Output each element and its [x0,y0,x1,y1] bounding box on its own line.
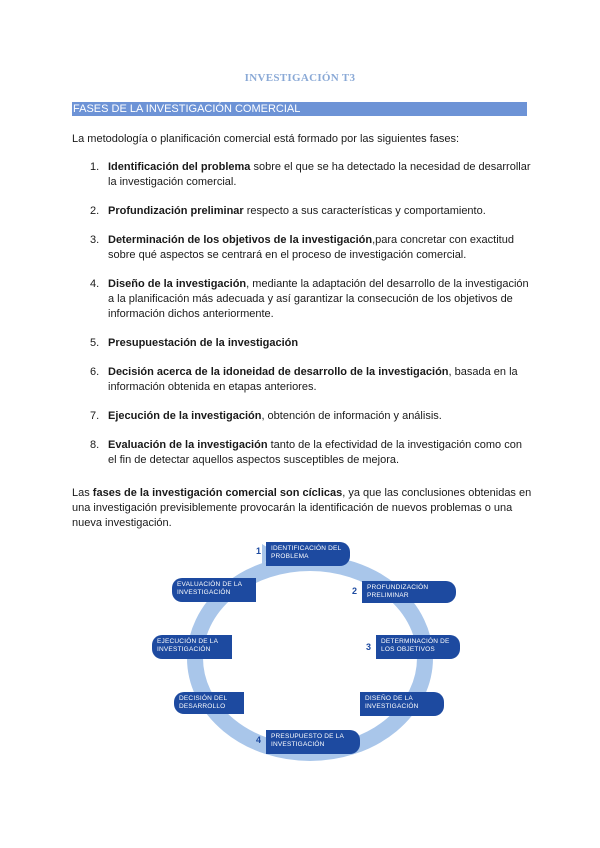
phase-box-identificacion: IDENTIFICACIÓN DEL PROBLEMA [266,542,350,566]
item-number: 5. [90,337,100,349]
item-bold: Ejecución de la investigación [108,410,262,422]
item-bold: Profundización preliminar [108,205,244,217]
step-number: 3 [366,642,372,652]
document-title: INVESTIGACIÓN T3 [244,72,356,84]
item-number: 7. [90,410,100,422]
cycle-diagram [150,538,470,768]
step-number: 4 [256,735,262,745]
closing-paragraph [72,486,532,531]
item-number: 3. [90,234,100,246]
item-number: 6. [90,366,100,378]
list-item [72,204,532,219]
item-text: , basada en la información obtenida en etapas anteriores. [108,366,518,393]
item-number: 2. [90,205,100,217]
step-number: 2 [352,586,358,596]
list-item [72,277,532,322]
phase-box-evaluacion: EVALUACIÓN DE LA INVESTIGACIÓN [172,578,256,602]
item-number: 1. [90,161,100,173]
intro-paragraph: La metodología o planificación comercial está formado por las siguientes fases: [72,133,460,145]
item-bold: Decisión acerca de la idoneidad de desarrollo de la investigación [108,366,449,378]
item-bold: Evaluación de la investigación [108,439,268,451]
item-bold: Presupuestación de la investigación [108,337,299,349]
item-text: sobre el que se ha detectado la necesidad de desarrollar la investigación comercial. [108,161,531,188]
item-text: , obtención de información y análisis. [261,410,442,422]
item-text: ,para concretar con exactitud sobre qué aspectos se centrará en el proceso de investigación comercial. [108,234,514,261]
list-item [72,409,532,424]
phase-box-determinacion: DETERMINACIÓN DE LOS OBJETIVOS [376,635,460,659]
step-number: 1 [256,546,262,556]
item-bold: Diseño de la investigación [108,278,247,290]
item-bold: Identificación del problema [108,161,251,173]
section-heading: FASES DE LA INVESTIGACIÓN COMERCIAL [72,102,527,116]
closing-pre: Las [72,487,93,499]
phases-list [72,160,532,482]
list-item [72,365,532,395]
phase-box-profundizacion: PROFUNDIZACIÓN PRELIMINAR [362,581,456,603]
phase-box-decision: DECISIÓN DEL DESARROLLO [174,692,244,714]
closing-bold: fases de la investigación comercial son cíclicas [92,487,343,499]
item-number: 8. [90,439,100,451]
phase-box-ejecucion: EJECUCIÓN DE LA INVESTIGACIÓN [152,635,232,659]
phase-box-presupuesto: PRESUPUESTO DE LA INVESTIGACIÓN [266,730,360,754]
item-text: respecto a sus características y comportamiento. [243,205,486,217]
list-item [72,160,532,190]
item-text: tanto de la efectividad de la investigación como con el fin de detectar aquellos aspectos susceptibles de mejora. [108,439,522,466]
item-bold: Determinación de los objetivos de la investigación [108,234,373,246]
list-item [72,438,532,468]
list-item [72,336,532,351]
item-text: , mediante la adaptación del desarrollo de la investigación a la planificación más adecuada y así garantizar la consecución de los objetivos de información dichos anteriormente. [108,278,529,320]
item-number: 4. [90,278,100,290]
closing-post: , ya que las conclusiones obtenidas en una investigación previsiblemente provocarán la identificación de nuevos problemas o una nueva investigación. [72,487,532,529]
phase-box-diseno: DISEÑO DE LA INVESTIGACIÓN [360,692,444,716]
list-item [72,233,532,263]
